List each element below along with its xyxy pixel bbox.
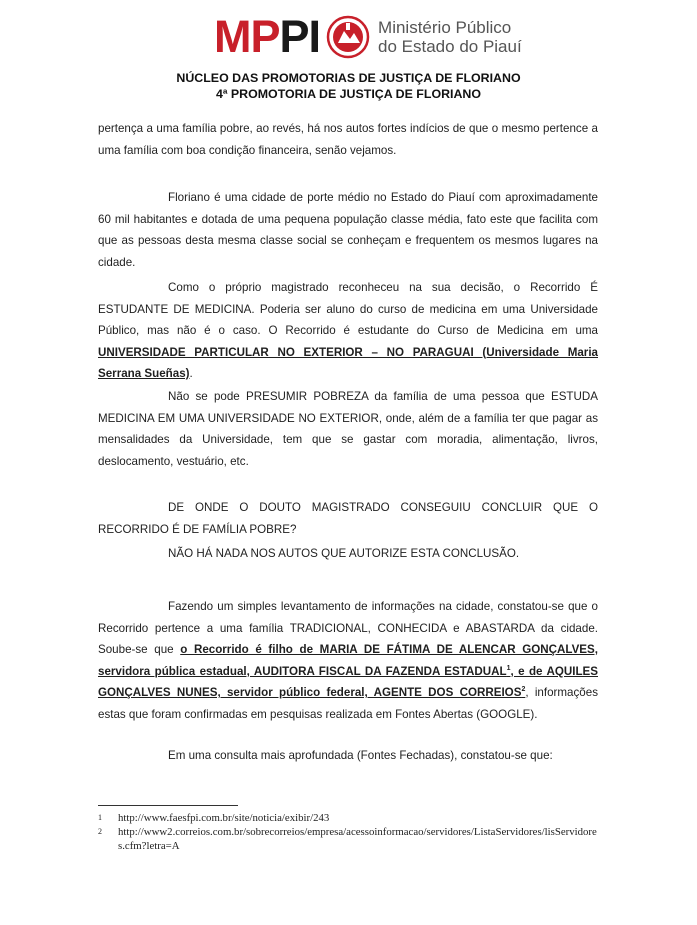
institution-name: Ministério Público do Estado do Piauí [378, 18, 522, 56]
footnote-divider [98, 805, 238, 806]
footnote-1: 1 http://www.faesfpi.com.br/site/noticia/exibir/243 [98, 812, 598, 826]
paragraph-2: Floriano é uma cidade de porte médio no Estado do Piauí com aproximadamente 60 mil habitantes e dotada de uma pequena população classe média, fato este que facilita com que as pessoas desta mesma classe social se conheçam e frequentem os mesmos lugares na cidade. [98, 191, 598, 269]
office-title: NÚCLEO DAS PROMOTORIAS DE JUSTIÇA DE FLORIANO [176, 71, 521, 85]
footnote-ref-1: 1 [506, 664, 511, 672]
underlined-university: UNIVERSIDADE PARTICULAR NO EXTERIOR – NO PARAGUAI (Universidade Maria Serrana Sueñas) [98, 345, 598, 380]
paragraph-6: NÃO HÁ NADA NOS AUTOS QUE AUTORIZE ESTA CONCLUSÃO. [168, 547, 520, 560]
footnote-ref-2: 2 [521, 686, 526, 694]
coat-of-arms-icon [326, 15, 370, 59]
paragraph-3: Como o próprio magistrado reconheceu na sua decisão, o Recorrido É ESTUDANTE DE MEDICINA. Poderia ser aluno do curso de medicina em uma Universidade Público, mas não é o caso. O Recorrido é estudante do Curso de Medicina em uma UNIVERSIDADE PARTICULAR NO EXTERIOR – NO PARAGUAI (Universidade Maria Serrana Sueñas). [98, 281, 598, 380]
footnote-2: 2 http://www2.correios.com.br/sobrecorreios/empresa/acessoinformacao/servidores/ListaServidores/lisServidores.cfm?letra=A [98, 826, 597, 852]
mppi-logo [214, 12, 522, 62]
paragraph-1: pertença a uma família pobre, ao revés, há nos autos fortes indícios de que o mesmo pertence a uma família com boa condição financeira, senão vejamos. [98, 122, 598, 157]
paragraph-5: DE ONDE O DOUTO MAGISTRADO CONSEGUIU CONCLUIR QUE O RECORRIDO É DE FAMÍLIA POBRE? [98, 501, 598, 536]
paragraph-7: Fazendo um simples levantamento de informações na cidade, constatou-se que o Recorrido pertence a uma família TRADICIONAL, CONHECIDA e ABASTARDA da cidade. Soube-se que o Recorrido é filho de MARIA DE FÁTIMA DE ALENCAR GONÇALVES, servidora pública estadual, AUDITORA FISCAL DA FAZENDA ESTADUAL$^1$, e de AQUILES GONÇALVES NUNES, servidor público federal, AGENTE DOS CORREIOS$^2$, informações estas que foram confirmadas em pesquisas realizada em Fontes Abertas (GOOGLE). [98, 600, 598, 721]
footnote-2-link[interactable]: http://www2.correios.com.br/sobrecorreios/empresa/acessoinformacao/servidores/ListaServidores/lisServidores.cfm?letra=A [118, 826, 597, 852]
paragraph-8: Em uma consulta mais aprofundada (Fontes Fechadas), constatou-se que: [168, 749, 553, 762]
logo-wordmark: MPPI [214, 11, 321, 62]
office-subtitle: 4ª PROMOTORIA DE JUSTIÇA DE FLORIANO [215, 87, 482, 101]
underlined-parents: o Recorrido é filho de MARIA DE FÁTIMA DE ALENCAR GONÇALVES, servidora pública estadual, AUDITORA FISCAL DA FAZENDA ESTADUAL$^1$, e de AQUILES GONÇALVES NUNES, servidor público federal, AGENTE DOS CORREIOS$^2$ [98, 643, 598, 699]
paragraph-4: Não se pode PRESUMIR POBREZA da família de uma pessoa que ESTUDA MEDICINA EM UMA UNIVERSIDADE NO EXTERIOR, onde, além de a família ter que pagar as mensalidades da Universidade, tem que se gastar com moradia, alimentação, livros, deslocamento, vestuário, etc. [98, 390, 598, 468]
footnote-1-link[interactable]: http://www.faesfpi.com.br/site/noticia/exibir/243 [118, 812, 330, 824]
